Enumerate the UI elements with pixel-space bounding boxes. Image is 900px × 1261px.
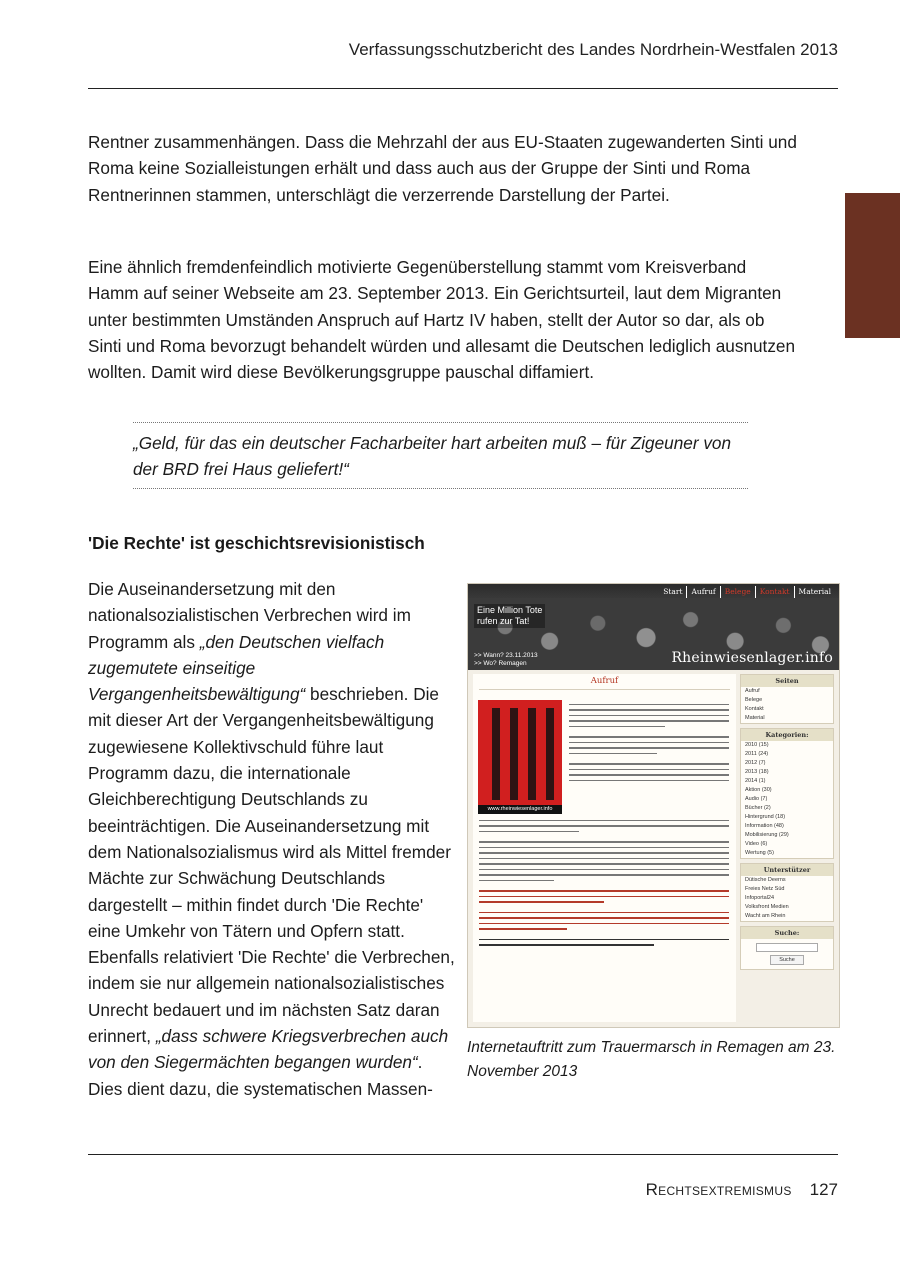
column-text <box>88 576 458 1102</box>
categories-box <box>740 728 834 859</box>
text-line <box>569 753 657 754</box>
nav-item-kontakt: Kontakt <box>755 586 794 598</box>
text-line <box>479 841 729 842</box>
nav-item-belege: Belege <box>720 586 755 598</box>
text-line <box>479 923 729 924</box>
column-text-part-2: beschrieben. Die mit dieser Art der Vergangenheitsbewältigung zugewiesene Kollektivschuld führe laut Programm dazu, die internationale Gleichberechtigung Deutschlands zu beeinträchtigen. Die Auseinandersetzung mit dem Nationalsozialismus wird als Mittel fremder Mächte zur Schwächung Deutschlands dargestellt – mithin findet durch 'Die Rechte' eine Umkehr von Tätern und Opfern statt. Ebenfalls relativiert 'Die Rechte' die Verbrechen, indem sie nur allgemein nationalsozialistisches Unrecht bedauert und im nächsten Satz daran erinnert, <box>88 684 455 1047</box>
column-quote-1: „den Deutschen vielfach zugemutete einseitige Vergangenheitsbewältigung“ <box>88 631 385 705</box>
main-column <box>473 674 736 1022</box>
main-title: Aufruf <box>479 674 730 690</box>
text-line <box>569 747 729 748</box>
poster-lettering <box>484 708 556 800</box>
category-link: Hintergrund (18) <box>745 814 786 820</box>
text-line <box>479 858 729 859</box>
nav-item-aufruf: Aufruf <box>686 586 719 598</box>
footer-rule <box>88 1154 838 1155</box>
page-link: Material <box>745 715 765 721</box>
banner <box>468 584 839 670</box>
category-link: 2011 (24) <box>745 751 769 757</box>
slogan-line-2: rufen zur Tat! <box>477 616 530 626</box>
text-line <box>569 774 729 775</box>
text-line <box>479 928 567 929</box>
text-line <box>479 820 729 821</box>
supporter-link: Volksfront Medien <box>745 904 789 910</box>
text-line <box>479 890 729 891</box>
text-line <box>569 709 729 710</box>
paragraph-2: Eine ähnlich fremdenfeindlich motivierte Gegenüberstellung stammt vom Kreisverband Hamm auf seiner Webseite am 23. September 2013. Ein Gerichtsurteil, laut dem Migranten unter bestimmten Umständen Anspruch auf Hartz IV haben, stellt der Autor so dar, als ob Sinti und Roma bevorzugt behandelt würden und allesamt die Deutschen lediglich ausnutzen wollten. Damit wird diese Bevölkerungsgruppe pauschal diffamiert. <box>88 257 796 383</box>
text-line <box>569 715 729 716</box>
text-line <box>569 704 729 705</box>
slogan-line-1: Eine Million Tote <box>477 605 543 615</box>
text-line <box>479 874 729 875</box>
text-line <box>479 852 729 853</box>
text-line <box>479 869 729 870</box>
text-line <box>479 880 554 881</box>
supporter-link: Wacht am Rhein <box>745 913 786 919</box>
section-heading: 'Die Rechte' ist geschichtsrevisionistisch <box>88 533 425 553</box>
article-text-block-2 <box>479 820 729 950</box>
search-input <box>756 943 818 952</box>
header-rule <box>88 88 838 89</box>
text-line <box>569 720 729 721</box>
nav-item-material: Material <box>794 586 835 598</box>
category-link: Mobilisierung (29) <box>745 832 789 838</box>
banner-date <box>474 652 538 668</box>
page-link: Aufruf <box>745 688 760 694</box>
column-text-part-3: . Dies dient dazu, die systematischen Massen- <box>88 1052 433 1099</box>
categories-title: Kategorien: <box>741 729 833 741</box>
search-title: Suche: <box>741 927 833 939</box>
nav-item-start: Start <box>663 587 683 596</box>
category-link: 2013 (18) <box>745 769 769 775</box>
text-line <box>479 917 729 918</box>
footer <box>646 1180 838 1200</box>
page-link: Kontakt <box>745 706 764 712</box>
category-link: Video (6) <box>745 841 768 847</box>
supporter-link: Infoportal24 <box>745 895 775 901</box>
category-link: 2010 (15) <box>745 742 769 748</box>
text-line <box>569 726 665 727</box>
text-line <box>479 944 654 945</box>
text-line <box>569 763 729 764</box>
banner-nav <box>659 586 835 598</box>
quote-text: „Geld, für das ein deutscher Facharbeiter hart arbeiten muß – für Zigeuner von der BRD frei Haus geliefert!“ <box>133 433 732 479</box>
text-line <box>569 769 729 770</box>
page-number: 127 <box>809 1180 838 1199</box>
date-line-2: >> Wo? Remagen <box>474 660 527 667</box>
text-line <box>479 896 729 897</box>
text-line <box>479 901 604 902</box>
text-line <box>569 780 729 781</box>
category-link: Wertung (5) <box>745 850 774 856</box>
website-screenshot <box>467 583 840 1028</box>
pages-box <box>740 674 834 724</box>
banner-slogan <box>474 604 545 628</box>
category-link: Information (48) <box>745 823 784 829</box>
search-button: Suche <box>770 955 804 965</box>
sidebar <box>740 674 834 1022</box>
column-text-part-1: Die Auseinandersetzung mit den nationalsozialistischen Verbrechen wird im Programm als <box>88 579 411 652</box>
text-line <box>479 939 729 940</box>
figure-caption: Internetauftritt zum Trauermarsch in Remagen am 23. November 2013 <box>467 1039 836 1080</box>
category-link: Audio (7) <box>745 796 768 802</box>
banner-brand: Rheinwiesenlager.info <box>671 650 833 666</box>
header-title: Verfassungsschutzbericht des Landes Nordrhein-Westfalen 2013 <box>348 40 838 59</box>
footer-section: Rechtsextremismus <box>645 1180 792 1199</box>
text-line <box>479 912 729 913</box>
pages-title: Seiten <box>741 675 833 687</box>
text-line <box>569 736 729 737</box>
category-link: Bücher (2) <box>745 805 771 811</box>
supporter-link: Freies Netz Süd <box>745 886 785 892</box>
article-text-block-1 <box>569 704 729 785</box>
paragraph-1: Rentner zusammenhängen. Dass die Mehrzahl der aus EU-Staaten zugewanderten Sinti und Roma keine Sozialleistungen erhält und dass auch aus der Gruppe der Sinti und Roma Rentnerinnen stammen, unterschlägt die verzerrende Darstellung der Partei. <box>88 132 797 205</box>
category-link: 2014 (1) <box>745 778 766 784</box>
category-link: Aktion (30) <box>745 787 772 793</box>
poster-image <box>478 700 562 814</box>
column-quote-2: „dass schwere Kriegsverbrechen auch von den Siegermächten begangen wurden“ <box>88 1026 449 1073</box>
chapter-tab <box>845 193 900 338</box>
text-line <box>479 825 729 826</box>
supporter-link: Dütische Deerns <box>745 877 786 883</box>
category-link: 2012 (7) <box>745 760 766 766</box>
date-line-1: >> Wann? 23.11.2013 <box>474 652 538 659</box>
poster-caption: www.rheinwiesenlager.info <box>478 805 562 814</box>
supporters-title: Unterstützer <box>741 864 833 876</box>
supporters-box <box>740 863 834 922</box>
text-line <box>479 831 579 832</box>
text-line <box>479 863 729 864</box>
text-line <box>569 742 729 743</box>
page-link: Belege <box>745 697 763 703</box>
quote-box <box>133 422 748 489</box>
text-line <box>479 847 729 848</box>
search-box <box>740 926 834 970</box>
